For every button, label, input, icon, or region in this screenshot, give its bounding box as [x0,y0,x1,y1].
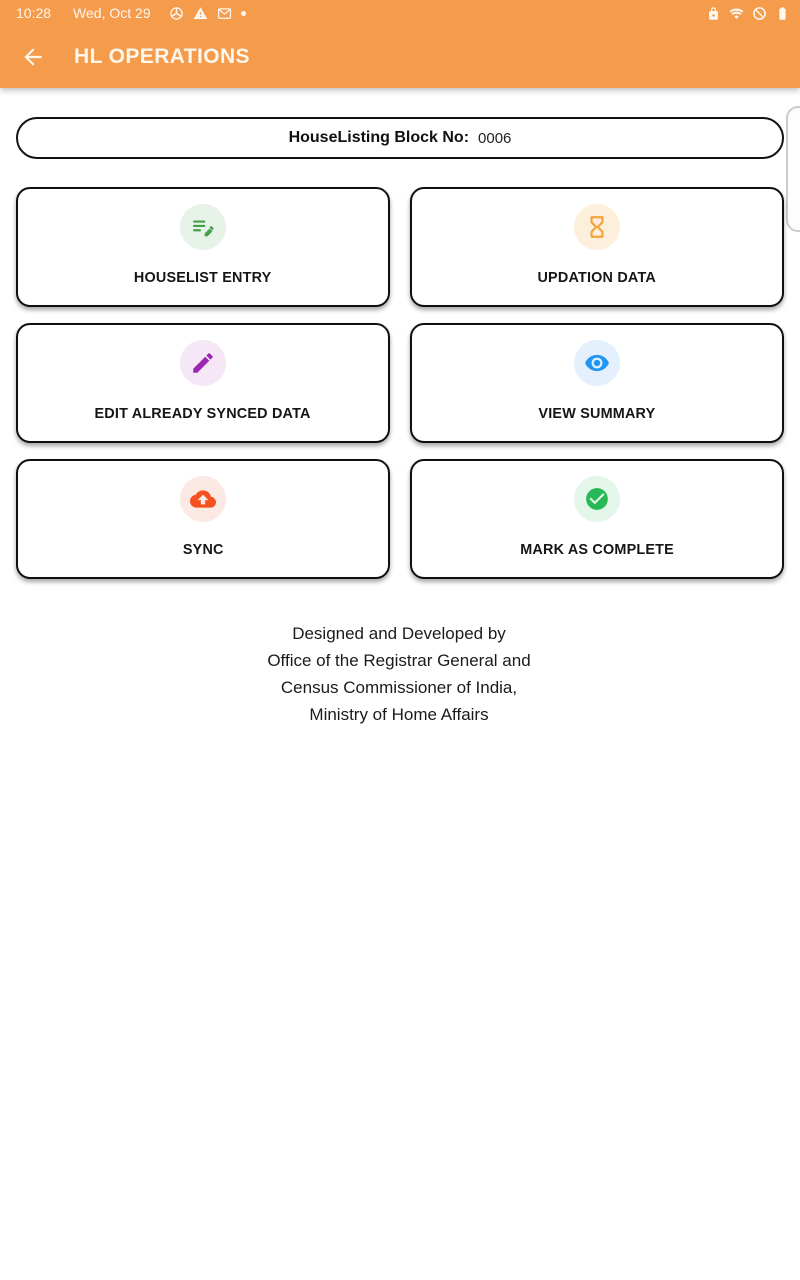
status-date: Wed, Oct 29 [73,5,151,21]
operations-grid [16,187,784,579]
edit-list-icon [180,204,226,250]
view-summary-button[interactable] [410,323,784,443]
card-label: UPDATION DATA [537,269,657,286]
card-label: HOUSELIST ENTRY [134,269,272,286]
card-label: VIEW SUMMARY [538,405,656,422]
cloud-upload-icon [180,476,226,522]
top-bar [0,0,800,88]
page-title: HL OPERATIONS [74,45,250,68]
status-bar [0,0,800,26]
eye-icon [574,340,620,386]
pencil-icon [180,340,226,386]
back-arrow-icon [20,44,46,70]
sync-button[interactable] [16,459,390,579]
notification-dot [241,11,246,16]
battery-icon [775,6,790,21]
status-right-icons [706,6,790,21]
status-time: 10:28 [16,5,52,21]
wifi-icon [729,6,744,21]
screen-lock-icon [706,6,721,21]
edit-synced-data-button[interactable] [16,323,390,443]
houselisting-block-value: 0006 [478,129,512,147]
app-bar [0,26,800,88]
credits-line: Census Commissioner of India, [280,678,518,697]
card-label: MARK AS COMPLETE [520,541,674,558]
mark-as-complete-button[interactable] [410,459,784,579]
back-button[interactable] [18,42,48,72]
card-label: EDIT ALREADY SYNCED DATA [94,405,312,422]
credits-text [0,620,798,728]
card-label: SYNC [182,541,224,558]
status-left-icons [169,6,246,21]
houselist-entry-button[interactable] [16,187,390,307]
houselisting-block-box [16,117,784,159]
hourglass-icon [574,204,620,250]
warning-icon [193,6,208,21]
houselisting-block-label: HouseListing Block No: [288,129,470,146]
credits-line: Office of the Registrar General and [267,651,531,670]
credits-line: Ministry of Home Affairs [309,705,489,724]
updation-data-button[interactable] [410,187,784,307]
credits-line: Designed and Developed by [292,624,506,643]
scrollbar-thumb[interactable] [786,106,800,232]
check-circle-icon [574,476,620,522]
screenshot-shutter-icon [169,6,184,21]
gmail-icon [217,6,232,21]
no-sim-icon [752,6,767,21]
